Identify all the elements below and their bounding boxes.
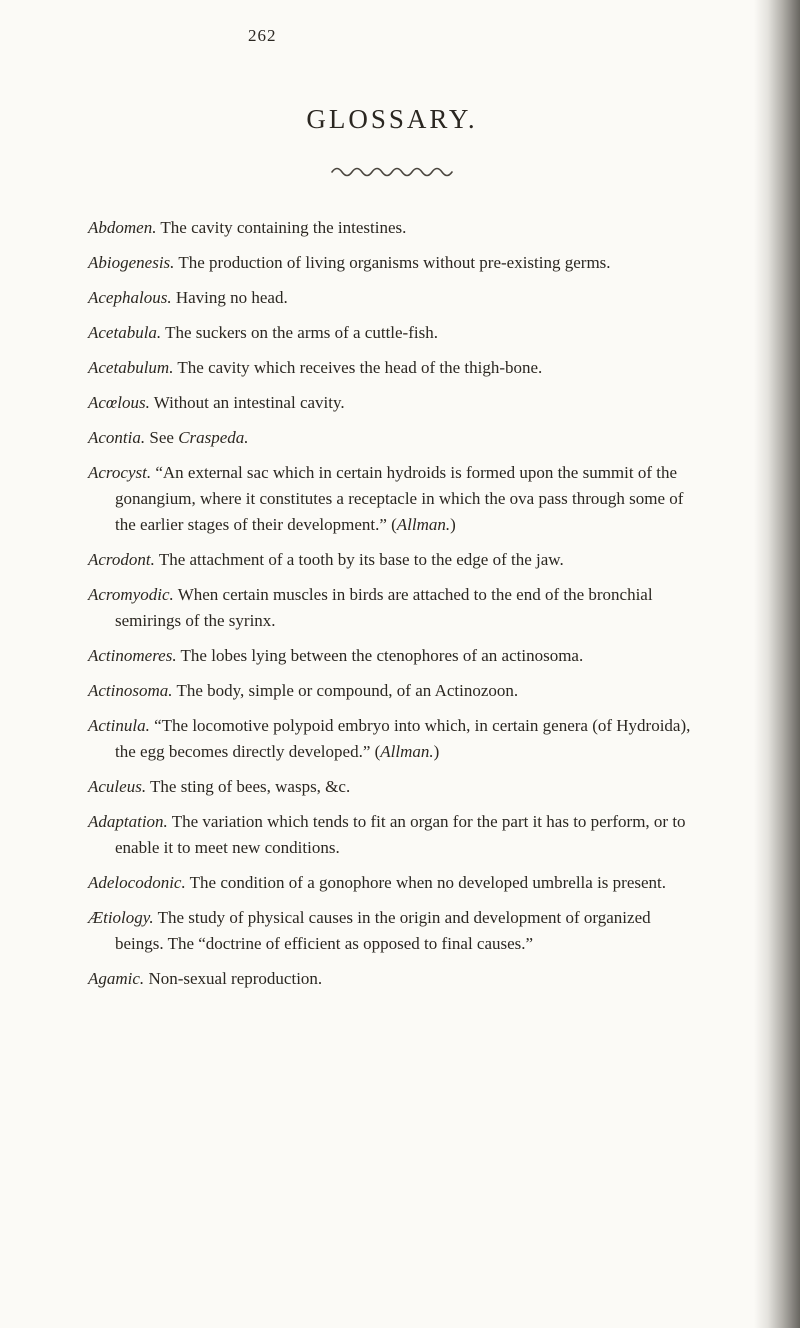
entry-definition-italic: Allman. [380,742,434,761]
entry-definition-text: The body, simple or compound, of an Actinozoon. [172,681,519,700]
entry-definition-text: “An external sac which in certain hydroids is formed upon the summit of the gonangium, where it constitutes a receptacle in which the ova pass through some of the earlier stages of their development.” ( [115,463,684,534]
glossary-entry [88,809,696,861]
entry-term: Ætiology. [88,908,154,927]
entry-definition-text: The production of living organisms without pre-existing germs. [174,253,611,272]
entry-definition-text: “The locomotive polypoid embryo into which, in certain genera (of Hydroida), the egg becomes directly developed.” ( [115,716,691,761]
entry-term: Acœlous. [88,393,150,412]
glossary-entry [88,643,696,669]
entry-definition-text: The sting of bees, wasps, &c. [146,777,351,796]
glossary-entry [88,582,696,634]
entry-definition-text: ) [433,742,440,761]
entry-definition-italic: Craspeda. [178,428,249,447]
entry-term: Acetabulum. [88,358,174,377]
entry-definition-text: Non-sexual reproduction. [144,969,323,988]
entry-definition-text: The cavity which receives the head of the thigh-bone. [173,358,543,377]
entry-term: Acetabula. [88,323,162,342]
entry-definition-text: The lobes lying between the ctenophores of an actinosoma. [176,646,584,665]
entry-term: Agamic. [88,969,145,988]
entry-definition-italic: Allman. [396,515,451,534]
entry-definition-text: The study of physical causes in the origin and development of organized beings. The “doctrine of efficient as opposed to final causes.” [115,908,651,953]
entry-definition-text: ) [450,515,456,534]
entry-definition-text: Having no head. [171,288,288,307]
entry-term: Abiogenesis. [88,253,175,272]
glossary-entry [88,285,696,311]
decorative-flourish-icon [329,163,455,179]
glossary-entry [88,966,696,992]
glossary-entry [88,713,696,765]
entry-definition-text: The variation which tends to fit an organ for the part it has to perform, or to enable it to meet new conditions. [115,812,686,857]
entry-term: Adaptation. [88,812,168,831]
glossary-list [88,215,696,992]
entry-term: Adelocodonic. [88,873,186,892]
entry-definition-text: See [145,428,179,447]
entry-term: Abdomen. [88,218,157,237]
glossary-entry [88,425,696,451]
glossary-entry [88,390,696,416]
entry-term: Actinosoma. [88,681,173,700]
entry-definition-text: When certain muscles in birds are attached to the end of the bronchial semirings of the syrinx. [115,585,653,630]
entry-definition-text: The attachment of a tooth by its base to the edge of the jaw. [154,550,564,569]
entry-definition-text: The cavity containing the intestines. [156,218,407,237]
entry-definition-text: The suckers on the arms of a cuttle-fish. [161,323,438,342]
glossary-entry [88,460,696,538]
glossary-entry [88,774,696,800]
entry-definition-text: Without an intestinal cavity. [149,393,345,412]
entry-term: Actinula. [88,716,150,735]
glossary-entry [88,870,696,896]
glossary-entry [88,678,696,704]
glossary-entry [88,320,696,346]
entry-term: Acrocyst. [88,463,152,482]
glossary-entry [88,905,696,957]
entry-term: Acephalous. [88,288,172,307]
entry-definition-text: The condition of a gonophore when no developed umbrella is present. [185,873,667,892]
glossary-entry [88,547,696,573]
entry-term: Aculeus. [88,777,147,796]
entry-term: Actinomeres. [88,646,177,665]
glossary-entry [88,355,696,381]
page-number: 262 [248,26,277,45]
glossary-entry [88,215,696,241]
glossary-entry [88,250,696,276]
entry-term: Acrodont. [88,550,155,569]
entry-term: Acontia. [88,428,146,447]
entry-term: Acromyodic. [88,585,174,604]
page-title: GLOSSARY. [306,104,478,134]
